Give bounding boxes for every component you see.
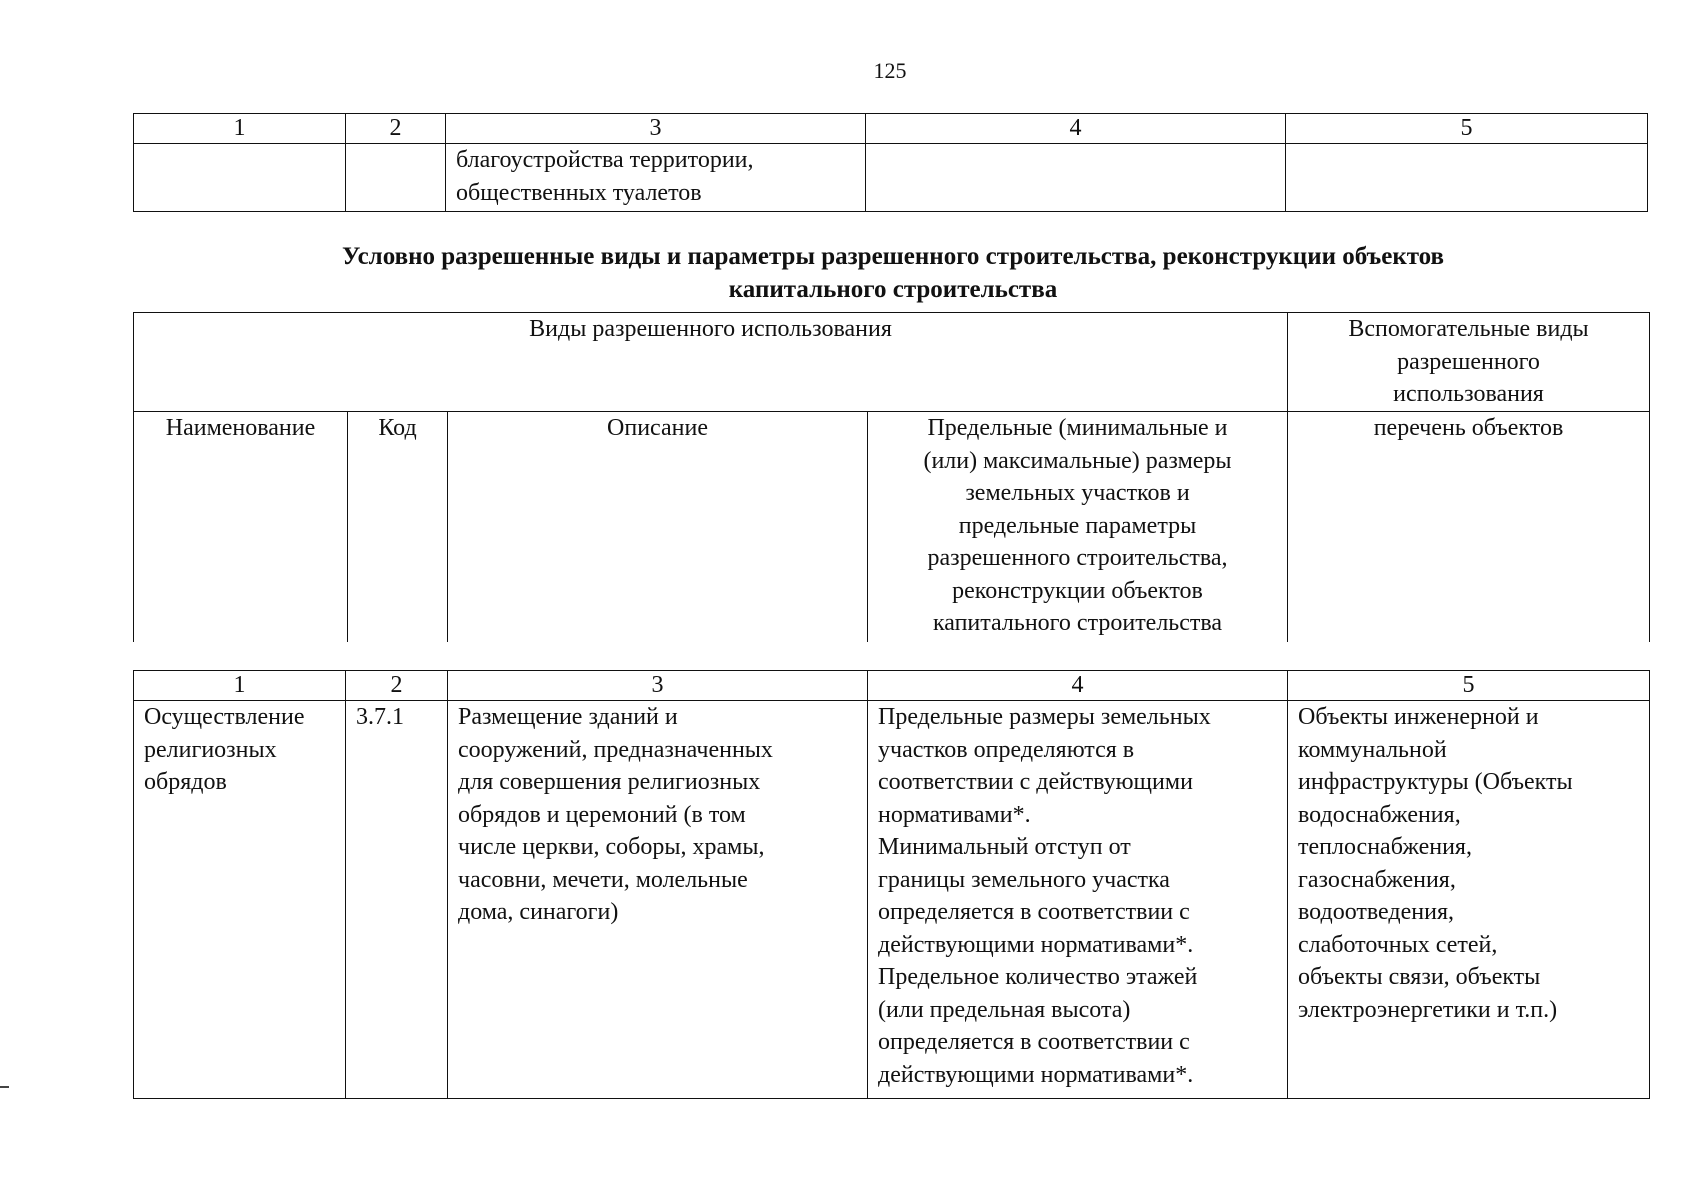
title-line: Условно разрешенные виды и параметры разрешенного строительства, реконструкции объектов	[341, 243, 1445, 270]
column-header-name: Наименование	[134, 412, 348, 642]
cell-parameters	[868, 701, 1288, 1099]
text-line: коммунальной	[1298, 736, 1447, 763]
permitted-uses-header: Виды разрешенного использования	[134, 313, 1288, 412]
text-line: (или предельная высота)	[878, 996, 1131, 1023]
cell-code: 3.7.1	[346, 701, 448, 1099]
text-line: действующими нормативами*.	[878, 1061, 1194, 1088]
cell-code	[346, 144, 446, 212]
text-line: капитального строительства	[932, 610, 1223, 636]
text-line: религиозных	[144, 736, 277, 763]
text-line: числе церкви, соборы, храмы,	[458, 834, 765, 860]
text-line: Вспомогательные виды	[1348, 316, 1589, 342]
auxiliary-uses-header	[1288, 313, 1650, 412]
text-line: для совершения религиозных	[458, 769, 761, 795]
text-line: Размещение зданий и	[458, 704, 678, 730]
text-line: использования	[1393, 381, 1544, 407]
text-line: дома, синагоги)	[458, 899, 619, 925]
text-line: участков определяются в	[878, 736, 1135, 763]
text-line: объекты связи, объекты	[1298, 964, 1541, 990]
text-line: предельные параметры	[958, 512, 1197, 539]
col-number: 2	[346, 114, 446, 144]
col-number: 1	[134, 114, 346, 144]
text-line: газоснабжения,	[1298, 866, 1456, 893]
text-line: (или) максимальные) размеры	[923, 447, 1232, 474]
section-title	[133, 240, 1653, 306]
text-line: водоснабжения,	[1298, 801, 1461, 828]
col-number: 2	[346, 671, 448, 701]
text-line: нормативами*.	[878, 801, 1031, 828]
text-line: обрядов и церемоний (в том	[458, 801, 746, 828]
column-header-code: Код	[348, 412, 448, 642]
text-line: реконструкции объектов	[952, 577, 1203, 604]
cell-parameters	[866, 144, 1286, 212]
title-line: капитального строительства	[728, 276, 1058, 303]
header-table	[133, 312, 1650, 642]
cell-description	[448, 701, 868, 1099]
text-line: электроэнергетики и т.п.)	[1298, 996, 1558, 1023]
text-line: Минимальный отступ от	[878, 834, 1131, 860]
text-line: часовни, мечети, молельные	[458, 866, 748, 893]
column-header-objects: перечень объектов	[1288, 412, 1650, 642]
col-number: 4	[868, 671, 1288, 701]
text-line: обрядов	[144, 769, 227, 795]
main-table	[133, 670, 1650, 1099]
text-line: благоустройства территории,	[456, 147, 754, 173]
text-line: водоотведения,	[1298, 899, 1454, 925]
col-number: 1	[134, 671, 346, 701]
column-number-row	[134, 671, 1650, 701]
scan-margin-mark	[0, 1086, 9, 1088]
col-number: 3	[446, 114, 866, 144]
text-line: разрешенного	[1397, 348, 1540, 375]
text-line: слаботочных сетей,	[1298, 931, 1498, 958]
text-line: теплоснабжения,	[1298, 834, 1472, 860]
header-columns-row	[134, 412, 1650, 642]
cell-description	[446, 144, 866, 212]
text-line: Предельные размеры земельных	[878, 704, 1211, 730]
text-line: определяется в соответствии с	[878, 899, 1190, 925]
text-line: общественных туалетов	[456, 179, 702, 206]
header-group-row	[134, 313, 1650, 412]
text-line: Объекты инженерной и	[1298, 704, 1539, 730]
text-line: Осуществление	[144, 704, 305, 730]
cell-name	[134, 144, 346, 212]
col-number: 5	[1288, 671, 1650, 701]
column-header-parameters	[868, 412, 1288, 642]
table-row	[134, 144, 1648, 212]
cell-auxiliary	[1286, 144, 1648, 212]
text-line: определяется в соответствии с	[878, 1029, 1190, 1055]
col-number: 3	[448, 671, 868, 701]
text-line: соответствии с действующими	[878, 769, 1193, 795]
text-line: разрешенного строительства,	[927, 545, 1228, 571]
column-number-row	[134, 114, 1648, 144]
text-line: земельных участков и	[965, 480, 1190, 506]
text-line: границы земельного участка	[878, 866, 1170, 893]
column-header-description: Описание	[448, 412, 868, 642]
col-number: 5	[1286, 114, 1648, 144]
col-number: 4	[866, 114, 1286, 144]
text-line: инфраструктуры (Объекты	[1298, 769, 1573, 795]
continued-table	[133, 113, 1648, 212]
page-number: 125	[873, 58, 907, 83]
text-line: Предельные (минимальные и	[927, 415, 1228, 441]
text-line: Предельное количество этажей	[878, 964, 1198, 990]
table-row	[134, 701, 1650, 1099]
cell-auxiliary	[1288, 701, 1650, 1099]
cell-name	[134, 701, 346, 1099]
text-line: действующими нормативами*.	[878, 931, 1194, 958]
text-line: сооружений, предназначенных	[458, 736, 773, 763]
